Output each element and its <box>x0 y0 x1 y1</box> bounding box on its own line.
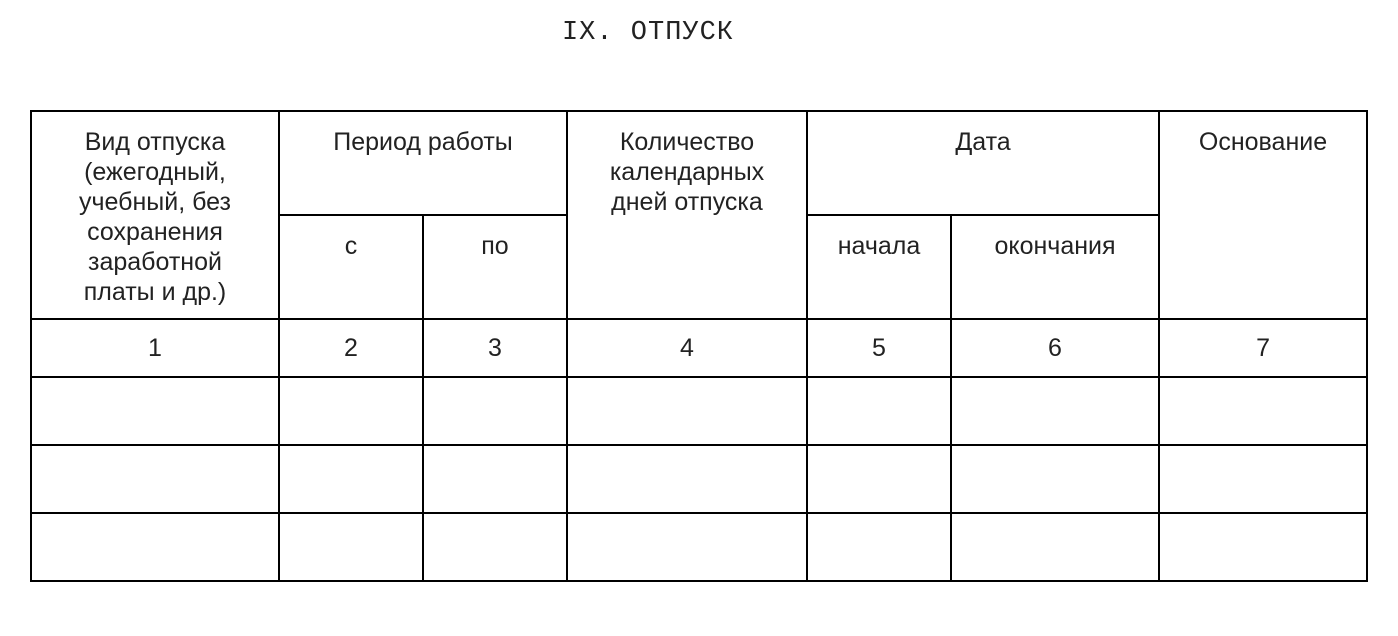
header-vacation-type-line: (ежегодный, <box>84 158 226 186</box>
table-row <box>31 513 1367 581</box>
table-cell[interactable] <box>807 513 951 581</box>
table-cell[interactable] <box>31 445 279 513</box>
header-date <box>807 111 1159 215</box>
column-number: 7 <box>1159 319 1367 377</box>
column-number: 3 <box>423 319 567 377</box>
header-date-start: начала <box>807 215 951 319</box>
header-days-count <box>567 111 807 319</box>
header-vacation-type-line: учебный, без <box>79 188 231 216</box>
column-number: 5 <box>807 319 951 377</box>
header-vacation-type-line: заработной <box>88 248 222 276</box>
header-work-period-label: Период работы <box>333 128 513 156</box>
table-cell[interactable] <box>567 377 807 445</box>
column-number: 4 <box>567 319 807 377</box>
table-cell[interactable] <box>951 513 1159 581</box>
table-cell[interactable] <box>567 445 807 513</box>
table-cell[interactable] <box>1159 377 1367 445</box>
vacation-table <box>30 110 1368 582</box>
header-vacation-type-line: платы и др.) <box>83 278 227 306</box>
table-cell[interactable] <box>807 377 951 445</box>
column-number: 1 <box>31 319 279 377</box>
column-number: 6 <box>951 319 1159 377</box>
header-vacation-type-line: Вид отпуска <box>84 128 226 156</box>
table-cell[interactable] <box>807 445 951 513</box>
table-cell[interactable] <box>1159 445 1367 513</box>
header-work-period-from: с <box>279 215 423 319</box>
table-cell[interactable] <box>423 513 567 581</box>
table-cell[interactable] <box>423 445 567 513</box>
header-vacation-type <box>31 111 279 319</box>
header-date-label: Дата <box>955 128 1011 156</box>
header-days-count-line: Количество <box>619 128 755 156</box>
column-number-row <box>31 319 1367 377</box>
header-work-period-to: по <box>423 215 567 319</box>
table-cell[interactable] <box>951 377 1159 445</box>
page-title: IX. ОТПУСК <box>561 18 735 48</box>
header-date-end: окончания <box>951 215 1159 319</box>
table-cell[interactable] <box>31 513 279 581</box>
header-basis-label: Основание <box>1198 128 1328 156</box>
table-cell[interactable] <box>279 513 423 581</box>
column-number: 2 <box>279 319 423 377</box>
table-row <box>31 445 1367 513</box>
header-days-count-line: календарных <box>609 158 765 186</box>
table-row <box>31 377 1367 445</box>
table-cell[interactable] <box>951 445 1159 513</box>
table-cell[interactable] <box>279 445 423 513</box>
table-cell[interactable] <box>1159 513 1367 581</box>
table-cell[interactable] <box>31 377 279 445</box>
table-cell[interactable] <box>423 377 567 445</box>
header-row-top <box>31 111 1367 215</box>
header-work-period <box>279 111 567 215</box>
header-basis <box>1159 111 1367 319</box>
table-cell[interactable] <box>279 377 423 445</box>
header-vacation-type-line: сохранения <box>87 218 223 246</box>
table-cell[interactable] <box>567 513 807 581</box>
header-days-count-line: дней отпуска <box>611 188 763 216</box>
